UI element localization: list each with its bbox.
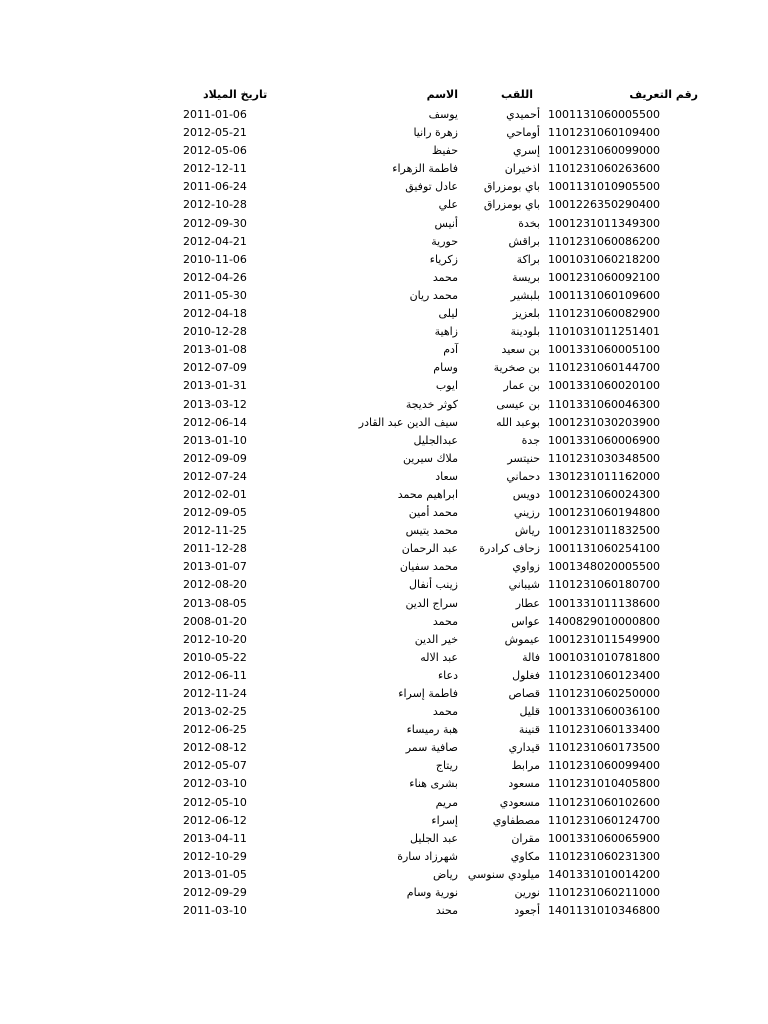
cell-id: 1101331060046300 <box>548 397 660 411</box>
cell-surname: مصطفاوي <box>492 813 540 827</box>
cell-birthdate: 2013-02-25 <box>183 705 247 719</box>
cell-birthdate: 2012-04-21 <box>183 234 247 248</box>
table-row <box>0 794 768 812</box>
cell-birthdate: 2011-01-06 <box>183 108 247 121</box>
cell-name: نورية وسام <box>406 886 458 900</box>
cell-name: علي <box>438 198 458 212</box>
table-row <box>0 106 768 124</box>
table-row <box>0 540 768 558</box>
cell-name: أنيس <box>434 216 458 230</box>
cell-id: 1401131010346800 <box>548 904 660 918</box>
cell-name: عادل توفيق <box>405 180 458 194</box>
cell-birthdate: 2011-06-24 <box>183 180 247 194</box>
cell-surname: بلودينة <box>510 325 540 339</box>
cell-birthdate: 2012-06-11 <box>183 668 247 682</box>
cell-surname: قليل <box>519 705 540 719</box>
cell-birthdate: 2012-05-07 <box>183 759 247 773</box>
cell-id: 1101231060173500 <box>548 741 660 755</box>
cell-surname: قيداري <box>508 741 540 755</box>
cell-birthdate: 2012-09-30 <box>183 216 247 230</box>
cell-id: 1101231060123400 <box>548 668 660 682</box>
cell-id: 1001131060109600 <box>548 288 660 302</box>
table-row <box>0 775 768 793</box>
table-row <box>0 269 768 287</box>
table-row <box>0 721 768 739</box>
cell-birthdate: 2013-01-05 <box>183 867 247 881</box>
cell-birthdate: 2008-01-20 <box>183 614 247 628</box>
table-row <box>0 884 768 902</box>
cell-surname: قصاص <box>508 687 540 700</box>
cell-surname: حنيتسر <box>507 451 540 465</box>
cell-name: عبد الجليل <box>410 831 458 845</box>
cell-id: 1001331060005100 <box>548 343 660 357</box>
cell-birthdate: 2012-08-20 <box>183 578 247 592</box>
table-row <box>0 432 768 450</box>
cell-name: ملاك سيرين <box>402 451 458 465</box>
table-row <box>0 703 768 721</box>
cell-name: حورية <box>431 234 458 248</box>
cell-name: ريتاج <box>435 759 458 773</box>
cell-birthdate: 2013-03-12 <box>183 397 247 411</box>
cell-surname: مسعود <box>508 777 540 791</box>
cell-birthdate: 2010-11-06 <box>183 252 247 266</box>
cell-id: 1001331060065900 <box>548 831 660 845</box>
table-row <box>0 215 768 233</box>
table-row <box>0 305 768 323</box>
cell-surname: براكة <box>516 252 540 266</box>
cell-surname: بلبشير <box>510 288 540 302</box>
cell-birthdate: 2010-05-22 <box>183 650 247 664</box>
cell-birthdate: 2012-06-12 <box>183 813 247 827</box>
table-row <box>0 848 768 866</box>
table-row <box>0 377 768 395</box>
cell-birthdate: 2012-10-20 <box>183 632 247 646</box>
table-row <box>0 142 768 160</box>
cell-name: عبد الاله <box>420 650 458 664</box>
cell-surname: عواس <box>511 614 540 628</box>
table-row <box>0 468 768 486</box>
table-row <box>0 685 768 703</box>
table-row <box>0 450 768 468</box>
table-row <box>0 757 768 775</box>
cell-name: وسام <box>433 361 458 375</box>
cell-surname: رياش <box>514 524 540 538</box>
cell-surname: باي بومزراق <box>483 180 540 194</box>
cell-id: 1001131010905500 <box>548 180 660 194</box>
cell-birthdate: 2010-12-28 <box>183 325 247 339</box>
cell-surname: أحميدي <box>506 108 540 121</box>
table-row <box>0 323 768 341</box>
cell-id: 1101231060144700 <box>548 361 660 375</box>
table-row <box>0 341 768 359</box>
cell-name: محند <box>435 904 458 918</box>
student-table <box>0 106 768 920</box>
cell-surname: بلعزيز <box>512 307 540 321</box>
cell-id: 1401331010014200 <box>548 867 660 881</box>
cell-name: آدم <box>443 343 458 357</box>
table-row <box>0 414 768 432</box>
cell-surname: فالة <box>522 650 540 664</box>
cell-birthdate: 2012-04-18 <box>183 307 247 321</box>
cell-id: 1001131060254100 <box>548 542 660 556</box>
cell-id: 1101231060180700 <box>548 578 660 592</box>
cell-name: سراج الدين <box>405 596 458 610</box>
cell-id: 1101231030348500 <box>548 451 660 465</box>
cell-birthdate: 2012-03-10 <box>183 777 247 791</box>
cell-id: 1101231060133400 <box>548 723 660 737</box>
cell-id: 1101231060211000 <box>548 886 660 900</box>
cell-surname: بن عيسى <box>496 397 540 411</box>
cell-id: 1101231060263600 <box>548 162 660 176</box>
table-row <box>0 631 768 649</box>
cell-id: 1301231011162000 <box>548 469 660 483</box>
cell-name: محمد أمين <box>408 506 458 520</box>
cell-birthdate: 2012-08-12 <box>183 741 247 755</box>
cell-name: ايوب <box>435 379 458 393</box>
table-row <box>0 504 768 522</box>
cell-surname: أجعود <box>514 904 540 918</box>
cell-id: 1101231060082900 <box>548 307 660 321</box>
cell-surname: بوعبد الله <box>496 415 540 429</box>
cell-surname: جدة <box>521 433 540 447</box>
cell-name: زينب أنفال <box>408 578 458 592</box>
cell-birthdate: 2012-04-26 <box>183 270 247 284</box>
table-row <box>0 812 768 830</box>
cell-surname: فغلول <box>512 668 540 682</box>
table-row <box>0 486 768 504</box>
cell-surname: مكاوي <box>510 849 540 863</box>
cell-birthdate: 2011-03-10 <box>183 904 247 918</box>
table-row <box>0 613 768 631</box>
cell-surname: عطار <box>515 596 540 610</box>
cell-name: يوسف <box>428 108 458 121</box>
cell-birthdate: 2013-01-10 <box>183 433 247 447</box>
cell-name: كوثر خديجة <box>405 397 458 411</box>
cell-name: شهرزاد سارة <box>397 849 458 863</box>
cell-surname: قنينة <box>518 723 540 737</box>
cell-name: عبد الرحمان <box>401 542 458 556</box>
cell-surname: زواوي <box>512 560 540 574</box>
cell-surname: دويس <box>512 487 540 501</box>
cell-surname: أوماحي <box>506 126 540 140</box>
cell-id: 1001231011549900 <box>548 632 660 646</box>
cell-surname: عيموش <box>504 632 540 646</box>
cell-surname: زحاف كرادرة <box>479 542 540 556</box>
cell-id: 1101231060086200 <box>548 234 660 248</box>
header-id: رقم التعريف <box>629 88 698 101</box>
header-surname: اللقب <box>501 88 533 101</box>
cell-id: 1001231011349300 <box>548 216 660 230</box>
cell-birthdate: 2012-05-10 <box>183 795 247 809</box>
cell-id: 1101231010405800 <box>548 777 660 791</box>
cell-birthdate: 2012-09-09 <box>183 451 247 465</box>
cell-name: زهرة رانيا <box>413 126 458 140</box>
cell-surname: باي بومزراق <box>483 198 540 212</box>
cell-birthdate: 2013-04-11 <box>183 831 247 845</box>
cell-name: زكرياء <box>429 252 458 266</box>
table-row <box>0 124 768 142</box>
cell-surname: دحماني <box>506 469 540 483</box>
table-row <box>0 830 768 848</box>
cell-id: 1001331060036100 <box>548 705 660 719</box>
cell-surname: اذخيران <box>504 162 540 176</box>
table-row <box>0 558 768 576</box>
table-row <box>0 287 768 305</box>
cell-name: بشرى هناء <box>409 777 458 791</box>
cell-id: 1001331060020100 <box>548 379 660 393</box>
table-row <box>0 595 768 613</box>
cell-id: 1001348020005500 <box>548 560 660 574</box>
table-row <box>0 196 768 214</box>
cell-id: 1001131060005500 <box>548 108 660 121</box>
cell-surname: إسري <box>513 144 540 158</box>
cell-id: 1101231060231300 <box>548 849 660 863</box>
cell-surname: نورين <box>514 886 540 900</box>
table-row <box>0 739 768 757</box>
cell-name: سيف الدين عبد القادر <box>358 415 458 429</box>
cell-birthdate: 2012-10-29 <box>183 849 247 863</box>
cell-id: 1001231030203900 <box>548 415 660 429</box>
cell-name: مريم <box>435 795 458 809</box>
cell-birthdate: 2012-12-11 <box>183 162 247 176</box>
cell-birthdate: 2012-11-25 <box>183 524 247 538</box>
cell-birthdate: 2013-01-31 <box>183 379 247 393</box>
cell-birthdate: 2012-11-24 <box>183 687 247 700</box>
cell-id: 1101031011251401 <box>548 325 660 339</box>
cell-name: عبدالجليل <box>413 433 458 447</box>
cell-id: 1101231060250000 <box>548 687 660 700</box>
cell-surname: بن سعيد <box>501 343 540 357</box>
cell-birthdate: 2012-09-05 <box>183 506 247 520</box>
cell-surname: شيباني <box>508 578 540 592</box>
cell-name: محمد يتيس <box>405 524 458 538</box>
cell-id: 1101231060102600 <box>548 795 660 809</box>
cell-surname: بن عمار <box>503 379 540 393</box>
cell-birthdate: 2013-01-08 <box>183 343 247 357</box>
cell-surname: براقش <box>508 234 540 248</box>
cell-surname: بخدة <box>518 216 540 230</box>
cell-birthdate: 2011-05-30 <box>183 288 247 302</box>
cell-name: خير الدين <box>414 632 458 646</box>
cell-name: محمد ريان <box>409 288 458 302</box>
table-row <box>0 396 768 414</box>
cell-birthdate: 2011-12-28 <box>183 542 247 556</box>
cell-surname: بن صخرية <box>493 361 540 375</box>
table-row <box>0 902 768 920</box>
cell-id: 1001231011832500 <box>548 524 660 538</box>
cell-birthdate: 2012-06-14 <box>183 415 247 429</box>
cell-birthdate: 2012-07-24 <box>183 469 247 483</box>
table-row <box>0 667 768 685</box>
table-row <box>0 649 768 667</box>
table-row <box>0 251 768 269</box>
cell-birthdate: 2013-01-07 <box>183 560 247 574</box>
cell-name: فاطمة الزهراء <box>392 162 458 176</box>
cell-name: محمد <box>432 270 458 284</box>
cell-surname: مرابط <box>511 759 540 773</box>
cell-id: 1001031060218200 <box>548 252 660 266</box>
cell-id: 1001031010781800 <box>548 650 660 664</box>
cell-name: رياض <box>432 867 458 881</box>
cell-id: 1001231060092100 <box>548 270 660 284</box>
cell-name: ابراهيم محمد <box>397 487 458 501</box>
cell-id: 1001226350290400 <box>548 198 660 212</box>
cell-surname: رزيني <box>513 506 540 520</box>
cell-surname: مسعودي <box>499 795 540 809</box>
table-row <box>0 522 768 540</box>
cell-birthdate: 2012-02-01 <box>183 487 247 501</box>
cell-name: حفيظ <box>431 144 458 158</box>
cell-name: دعاء <box>438 668 458 682</box>
table-row <box>0 576 768 594</box>
cell-birthdate: 2012-06-25 <box>183 723 247 737</box>
cell-name: محمد سفيان <box>399 560 458 574</box>
cell-name: إسراء <box>431 813 458 827</box>
cell-name: فاطمة إسراء <box>398 687 458 700</box>
cell-surname: ميلودي سنوسي <box>467 867 540 881</box>
cell-birthdate: 2012-09-29 <box>183 886 247 900</box>
table-row <box>0 233 768 251</box>
cell-id: 1001331060006900 <box>548 433 660 447</box>
cell-id: 1001231060024300 <box>548 487 660 501</box>
cell-id: 1101231060109400 <box>548 126 660 140</box>
cell-birthdate: 2013-08-05 <box>183 596 247 610</box>
cell-birthdate: 2012-10-28 <box>183 198 247 212</box>
cell-id: 1101231060124700 <box>548 813 660 827</box>
cell-name: محمد <box>432 614 458 628</box>
cell-id: 1001231060194800 <box>548 506 660 520</box>
cell-name: صافية سمر <box>405 741 458 755</box>
cell-surname: مقران <box>511 831 540 845</box>
table-row <box>0 178 768 196</box>
cell-birthdate: 2012-05-21 <box>183 126 247 140</box>
cell-name: ليلى <box>438 307 458 321</box>
cell-id: 1001331011138600 <box>548 596 660 610</box>
cell-name: هبة رميساء <box>406 723 458 737</box>
cell-name: محمد <box>432 705 458 719</box>
table-row <box>0 359 768 377</box>
cell-id: 1001231060099000 <box>548 144 660 158</box>
cell-name: سعاد <box>435 469 458 483</box>
header-birthdate: تاريخ الميلاد <box>203 88 268 101</box>
cell-surname: بريسة <box>512 270 540 284</box>
table-row <box>0 866 768 884</box>
header-name: الاسم <box>426 88 458 101</box>
cell-birthdate: 2012-05-06 <box>183 144 247 158</box>
cell-id: 1101231060099400 <box>548 759 660 773</box>
table-row <box>0 160 768 178</box>
cell-name: زاهية <box>434 325 458 339</box>
cell-birthdate: 2012-07-09 <box>183 361 247 375</box>
cell-id: 1400829010000800 <box>548 614 660 628</box>
